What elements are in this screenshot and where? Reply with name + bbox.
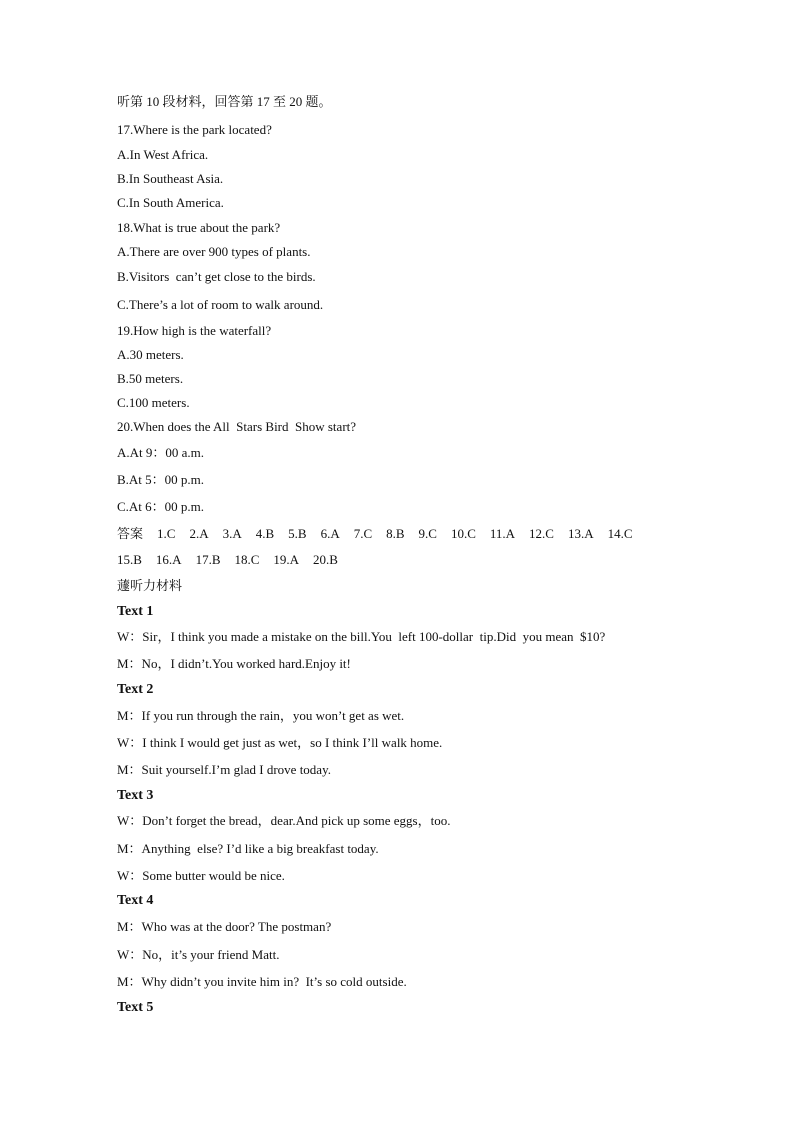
answer-item: 5.B bbox=[288, 526, 307, 541]
text-3-line-3: W：Some butter would be nice. bbox=[117, 868, 285, 883]
text-4-line-2: W：No，it’s your friend Matt. bbox=[117, 947, 280, 962]
option-17c: C.In South America. bbox=[117, 195, 224, 210]
answer-item: 20.B bbox=[313, 552, 338, 567]
answer-key-label: 答案 bbox=[117, 526, 144, 541]
question-17: 17.Where is the park located? bbox=[117, 122, 272, 137]
option-19b: B.50 meters. bbox=[117, 371, 184, 386]
section-intro: 听第 10 段材料，回答第 17 至 20 题。 bbox=[117, 94, 332, 109]
option-20c: C.At 6：00 p.m. bbox=[117, 499, 205, 514]
transcript-heading: 蘧听力材料 bbox=[117, 578, 183, 593]
option-20b: B.At 5：00 p.m. bbox=[117, 472, 205, 487]
text-2-title: Text 2 bbox=[117, 682, 154, 697]
text-1-line-2: M：No，I didn’t.You worked hard.Enjoy it! bbox=[117, 656, 351, 671]
option-19c: C.100 meters. bbox=[117, 395, 190, 410]
answer-item: 1.C bbox=[157, 526, 176, 541]
text-5-title: Text 5 bbox=[117, 1000, 154, 1015]
answer-item: 19.A bbox=[273, 552, 300, 567]
answer-item: 7.C bbox=[353, 526, 373, 541]
answer-item: 17.B bbox=[195, 552, 221, 567]
answer-item: 16.A bbox=[155, 552, 182, 567]
answer-key-line-1 bbox=[117, 526, 697, 542]
text-4-title: Text 4 bbox=[117, 893, 154, 908]
answer-item: 11.A bbox=[489, 526, 516, 541]
option-18b: B.Visitors can’t get close to the birds. bbox=[117, 269, 316, 284]
answer-item: 4.B bbox=[255, 526, 275, 541]
answer-item: 10.C bbox=[450, 526, 476, 541]
answer-item: 8.B bbox=[386, 526, 405, 541]
text-2-line-1: M：If you run through the rain，you won’t get as wet. bbox=[117, 708, 405, 723]
answer-item: 14.C bbox=[607, 526, 633, 541]
text-4-line-1: M：Who was at the door? The postman? bbox=[117, 919, 332, 934]
answer-key-line-2 bbox=[117, 552, 352, 568]
answer-item: 2.A bbox=[189, 526, 209, 541]
option-18a: A.There are over 900 types of plants. bbox=[117, 244, 311, 259]
question-20: 20.When does the All Stars Bird Show start? bbox=[117, 419, 357, 434]
option-19a: A.30 meters. bbox=[117, 347, 184, 362]
question-18: 18.What is true about the park? bbox=[117, 220, 281, 235]
text-4-line-3: M：Why didn’t you invite him in? It’s so cold outside. bbox=[117, 974, 407, 989]
text-3-title: Text 3 bbox=[117, 788, 154, 803]
text-1-title: Text 1 bbox=[117, 604, 154, 619]
answer-item: 13.A bbox=[567, 526, 594, 541]
text-2-line-3: M：Suit yourself.I’m glad I drove today. bbox=[117, 762, 331, 777]
option-20a: A.At 9：00 a.m. bbox=[117, 445, 205, 460]
answer-item: 15.B bbox=[117, 552, 142, 567]
option-17a: A.In West Africa. bbox=[117, 147, 209, 162]
answer-item: 12.C bbox=[529, 526, 554, 541]
text-2-line-2: W：I think I would get just as wet，so I think I’ll walk home. bbox=[117, 735, 443, 750]
answer-item: 3.A bbox=[222, 526, 242, 541]
text-3-line-2: M：Anything else? I’d like a big breakfast today. bbox=[117, 841, 379, 856]
text-3-line-1: W：Don’t forget the bread，dear.And pick up some eggs，too. bbox=[117, 813, 451, 828]
option-17b: B.In Southeast Asia. bbox=[117, 171, 224, 186]
answer-item: 9.C bbox=[418, 526, 437, 541]
option-18c: C.There’s a lot of room to walk around. bbox=[117, 297, 324, 312]
text-1-line-1: W：Sir，I think you made a mistake on the bill.You left 100-dollar tip.Did you mean $10? bbox=[117, 629, 606, 644]
question-19: 19.How high is the waterfall? bbox=[117, 323, 272, 338]
answer-item: 6.A bbox=[320, 526, 340, 541]
answer-item: 18.C bbox=[234, 552, 260, 567]
